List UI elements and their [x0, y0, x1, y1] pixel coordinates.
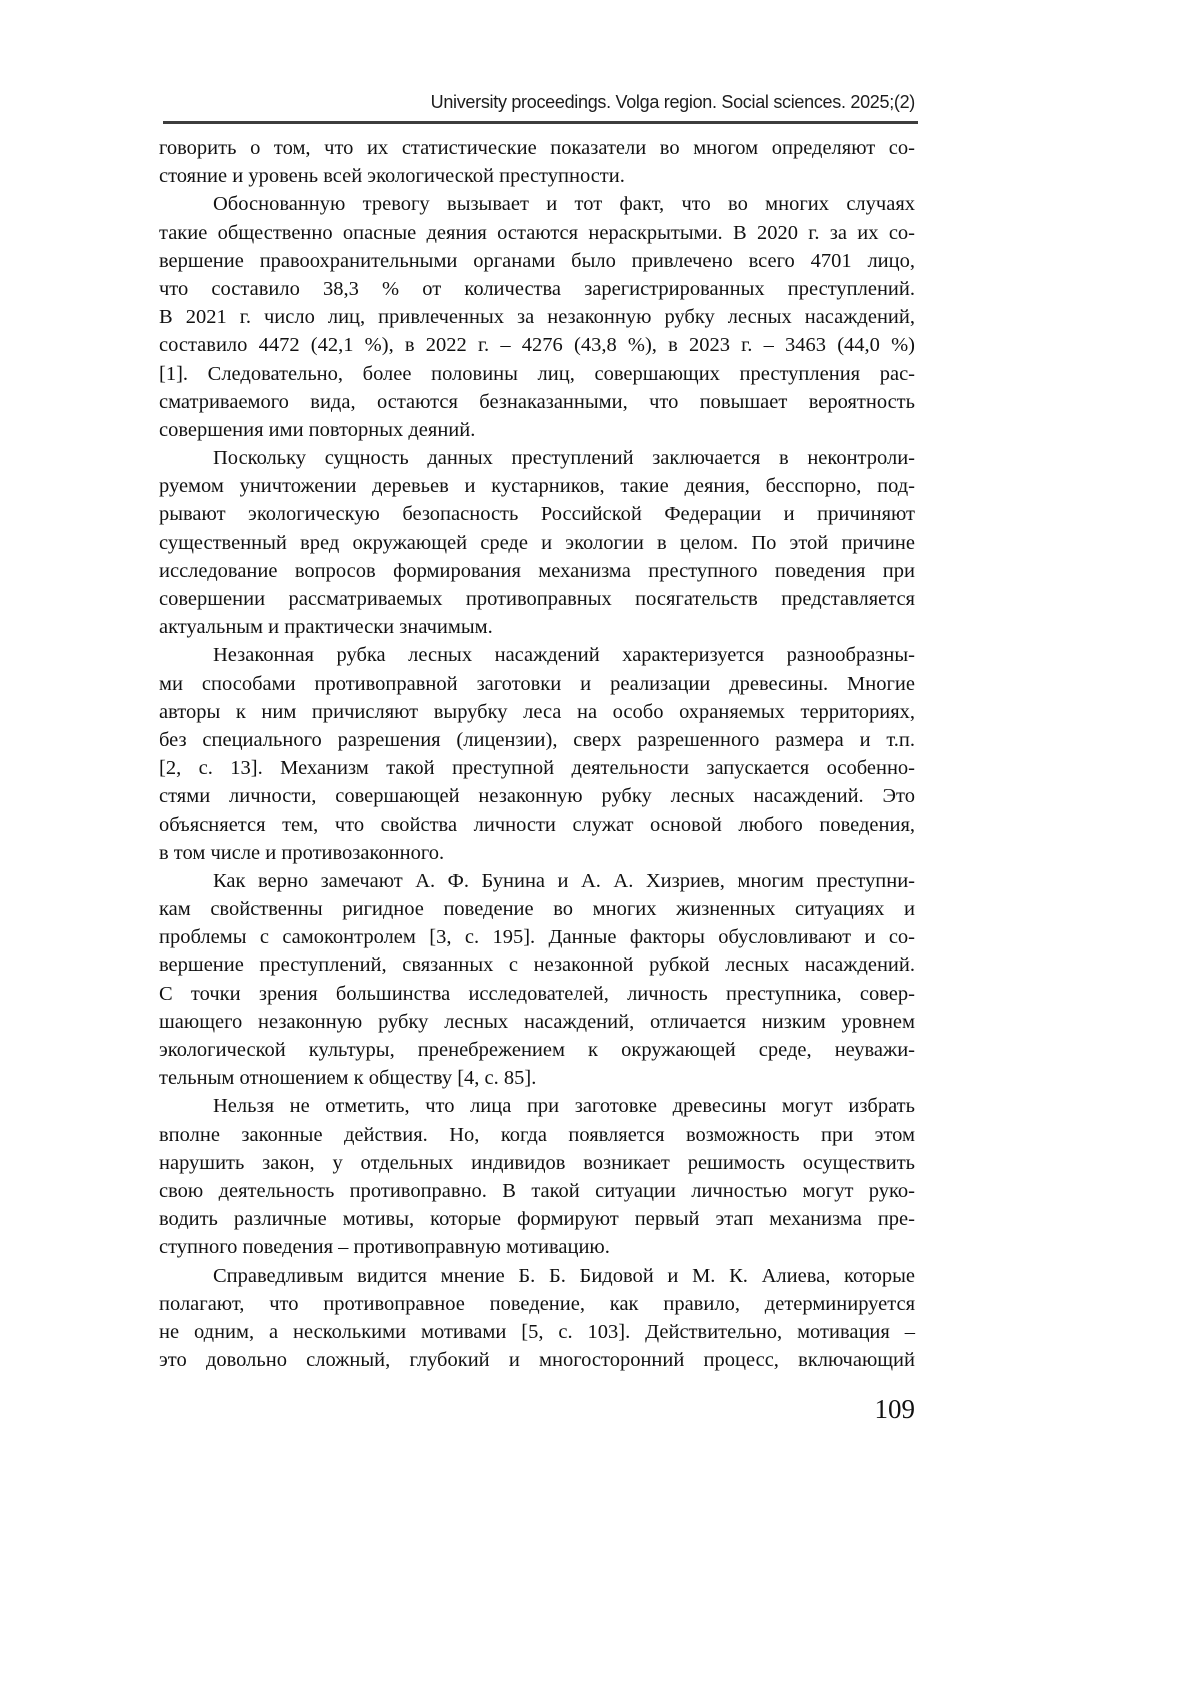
text-line: сматриваемого вида, остаются безнаказанными, что повышает вероятность — [159, 390, 915, 413]
text-line: Обоснованную тревогу вызывает и тот факт, что во многих случаях — [213, 193, 915, 216]
text-line: шающего незаконную рубку лесных насаждений, отличается низким уровнем — [159, 1010, 915, 1033]
text-line: тельным отношением к обществу [4, с. 85]. — [159, 1067, 537, 1090]
text-line: вершение преступлений, связанных с незаконной рубкой лесных насаждений. — [159, 954, 915, 977]
text-line: ступного поведения – противоправную мотивацию. — [159, 1236, 610, 1259]
text-line: рывают экологическую безопасность Российской Федерации и причиняют — [159, 503, 915, 526]
text-line: вершение правоохранительными органами было привлечено всего 4701 лицо, — [159, 249, 915, 272]
text-line: вполне законные действия. Но, когда появляется возможность при этом — [159, 1123, 915, 1146]
text-line: составило 4472 (42,1 %), в 2022 г. – 4276 (43,8 %), в 2023 г. – 3463 (44,0 %) — [159, 334, 915, 357]
text-line: такие общественно опасные деяния остаются нераскрытыми. В 2020 г. за их со- — [159, 221, 915, 244]
text-line: совершения ими повторных деяний. — [159, 418, 476, 441]
text-line: Справедливым видится мнение Б. Б. Бидовой и М. К. Алиева, которые — [213, 1264, 915, 1287]
text-line: Нельзя не отметить, что лица при заготовке древесины могут избрать — [213, 1095, 915, 1118]
text-line: актуальным и практически значимым. — [159, 616, 493, 639]
text-line: объясняется тем, что свойства личности служат основой любого поведения, — [159, 813, 915, 836]
text-line: стояние и уровень всей экологической преступности. — [159, 165, 625, 188]
text-line: Незаконная рубка лесных насаждений характеризуется разнообразны- — [213, 644, 915, 667]
text-line: авторы к ним причисляют вырубку леса на особо охраняемых территориях, — [159, 700, 915, 723]
text-line: руемом уничтожении деревьев и кустарников, такие деяния, бесспорно, под- — [159, 475, 915, 498]
text-line: кам свойственны ригидное поведение во многих жизненных ситуациях и — [159, 898, 915, 921]
text-line: исследование вопросов формирования механизма преступного поведения при — [159, 559, 915, 582]
text-line: говорить о том, что их статистические показатели во многом определяют со- — [159, 137, 915, 159]
header-rule — [163, 121, 918, 124]
text-line: стями личности, совершающей незаконную рубку лесных насаждений. Это — [159, 785, 915, 808]
text-line: в том числе и противозаконного. — [159, 841, 445, 864]
text-line: свою деятельность противоправно. В такой ситуации личностью могут руко- — [159, 1179, 915, 1202]
text-line: нарушить закон, у отдельных индивидов возникает решимость осуществить — [159, 1151, 915, 1174]
text-line: без специального разрешения (лицензии), сверх разрешенного размера и т.п. — [159, 728, 915, 751]
text-line: ми способами противоправной заготовки и реализации древесины. Многие — [159, 672, 915, 695]
text-line: полагают, что противоправное поведение, как правило, детерминируется — [159, 1292, 915, 1315]
text-line: Поскольку сущность данных преступлений заключается в неконтроли- — [213, 447, 915, 470]
text-line: экологической культуры, пренебрежением к окружающей среде, неуважи- — [159, 1039, 915, 1061]
journal-header: University proceedings. Volga region. Social sciences. 2025;(2) — [430, 92, 915, 112]
text-line: В 2021 г. число лиц, привлеченных за незаконную рубку лесных насаждений, — [159, 306, 915, 329]
text-line: Как верно замечают А. Ф. Бунина и А. А. Хизриев, многим преступни- — [213, 869, 915, 892]
text-line: совершении рассматриваемых противоправных посягательств представляется — [159, 588, 915, 610]
text-line: [1]. Следовательно, более половины лиц, совершающих преступления рас- — [159, 362, 915, 385]
page-number: 109 — [874, 1394, 915, 1424]
text-line: проблемы с самоконтролем [3, с. 195]. Данные факторы обусловливают и со- — [159, 926, 915, 949]
text-line: это довольно сложный, глубокий и многосторонний процесс, включающий — [159, 1349, 915, 1372]
text-line: что составило 38,3 % от количества зарегистрированных преступлений. — [159, 277, 915, 300]
text-line: существенный вред окружающей среде и экологии в целом. По этой причине — [159, 531, 915, 554]
text-line: С точки зрения большинства исследователей, личность преступника, совер- — [159, 982, 915, 1005]
text-line: [2, с. 13]. Механизм такой преступной деятельности запускается особенно- — [159, 757, 915, 780]
article-text — [159, 134, 915, 1374]
text-line: водить различные мотивы, которые формируют первый этап механизма пре- — [159, 1208, 915, 1231]
text-line: не одним, а несколькими мотивами [5, с. 103]. Действительно, мотивация – — [159, 1320, 915, 1343]
